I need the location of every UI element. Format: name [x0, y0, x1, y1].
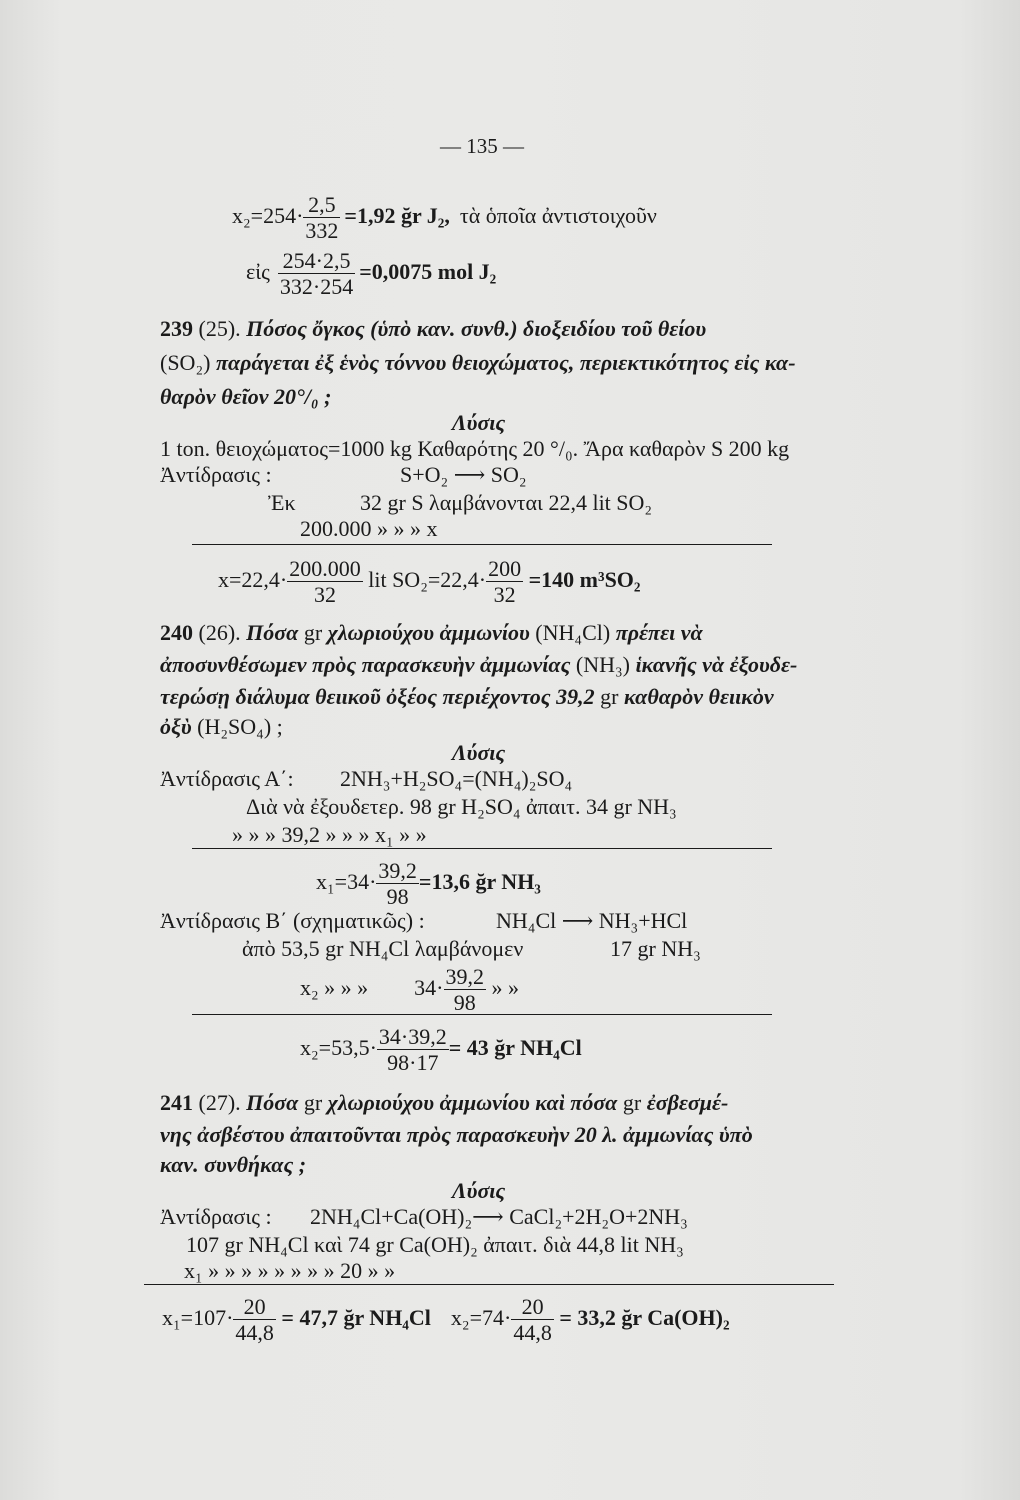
reaction-a-equation: 2NH₃+H₂SO₄=(NH₄)₂SO₄: [340, 766, 573, 791]
separator-rule: [144, 1284, 834, 1285]
problem-241-line2: νης ἀσβέστου ἀπαιτοῦνται πρὸς παρασκευὴν 20 λ. ἀμμωνίας ὑπὸ: [160, 1122, 753, 1147]
from-label: Ἐκ: [268, 490, 296, 515]
calc-x2: x₂=254· $\frac{2,5}{332}$ =1,92 ğr J₂, τὰ ὁποῖα ἀντιστοιχοῦν: [232, 192, 657, 244]
result-x1: x₁=34· $\frac{39,2}{98}$ =13,6 ğr NH₃: [316, 858, 541, 910]
from-b-amount: 17 gr NH₃: [610, 936, 701, 961]
problem-240-line1: 240 (26). Πόσα gr χλωριούχου ἀμμωνίου (NH₄Cl) πρέπει νὰ: [160, 620, 703, 645]
solution-title: Λύσις: [452, 1178, 506, 1203]
problem-240-line3: τερώσῃ διάλυμα θειικοῦ ὀξέος περιέχοντος 39,2 gr καθαρὸν θειικὸν: [160, 684, 774, 709]
fraction: $\frac{20}{44,8}$: [513, 1294, 552, 1346]
reaction-b-equation: NH₄Cl ⟶ NH₃+HCl: [496, 908, 688, 933]
separator-rule: [192, 544, 772, 545]
problem-239-line1: 239 (25). Πόσος ὄγκος (ὑπὸ καν. συνθ.) διοξειδίου τοῦ θείου: [160, 316, 707, 341]
fraction: $\frac{254\cdot 2,5}{332\cdot 254}$: [279, 248, 354, 300]
from-text: 32 gr S λαμβάνονται 22,4 lit SO₂: [360, 490, 653, 515]
fraction: $\frac{34\cdot 39,2}{98\cdot 17}$: [378, 1024, 447, 1076]
reaction-b-label: Ἀντίδρασις Β΄ (σχηματικῶς) :: [160, 908, 425, 933]
reaction-a-label: Ἀντίδρασις Α΄:: [160, 766, 294, 791]
reaction-label: Ἀντίδρασις :: [160, 462, 272, 487]
separator-rule: [192, 848, 772, 849]
fraction: $\frac{20}{44,8}$: [235, 1294, 274, 1346]
solution-title: Λύσις: [452, 410, 506, 435]
proportion-b-line: x₂ » » » 34· $\frac{39,2}{98}$ » »: [300, 964, 519, 1016]
separator-rule: [192, 1014, 772, 1015]
problem-240-line2: ἀποσυνθέσωμεν πρὸς παρασκευὴν ἀμμωνίας (NH₃) ἱκανῆς νὰ ἐξουδε-: [160, 652, 798, 677]
problem-239-line2: (SO₂) παράγεται ἐξ ἑνὸς τόννου θειοχώματος, περιεκτικότητος εἰς κα-: [160, 350, 796, 375]
from-b-text: ἀπὸ 53,5 gr NH₄Cl λαμβάνομεν: [242, 936, 524, 961]
fraction: $\frac{2,5}{332}$: [305, 192, 339, 244]
proportion-line: x₁ » » » » » » » » 20 » »: [184, 1258, 396, 1283]
given-text: 1 ton. θειοχώματος=1000 kg Καθαρότης 20 °/₀. Ἄρα καθαρὸν S 200 kg: [160, 436, 790, 461]
requirement-line: 107 gr NH₄Cl καὶ 74 gr Ca(OH)₂ ἀπαιτ. διὰ 44,8 lit NH₃: [186, 1232, 684, 1257]
fraction: $\frac{200}{32}$: [488, 556, 522, 608]
page-number: — 135 —: [440, 134, 524, 158]
result-239: x=22,4· $\frac{200.000}{32}$ lit SO₂=22,4· $\frac{200}{32}$ =140 m³SO₂: [218, 556, 641, 608]
neutralization-line: Διὰ νὰ ἐξουδετερ. 98 gr H₂SO₄ ἀπαιτ. 34 gr NH₃: [246, 794, 677, 819]
result-x2: x₂=53,5· $\frac{34\cdot 39,2}{98\cdot 17}$ = 43 ğr NH₄Cl: [300, 1024, 582, 1076]
solution-title: Λύσις: [452, 740, 506, 765]
reaction-label: Ἀντίδρασις :: [160, 1204, 272, 1229]
calc-mol: εἰς $\frac{254\cdot 2,5}{332\cdot 254}$ =0,0075 mol J₂: [246, 248, 497, 300]
problem-241-line1: 241 (27). Πόσα gr χλωριούχου ἀμμωνίου καὶ πόσα gr ἐσβεσμέ-: [160, 1090, 729, 1115]
problem-240-line4: ὀξὺ (H₂SO₄) ;: [160, 714, 283, 739]
fraction: $\frac{200.000}{32}$: [289, 556, 361, 608]
reaction-equation: 2NH₄Cl+Ca(OH)₂⟶ CaCl₂+2H₂O+2NH₃: [310, 1204, 688, 1229]
proportion-line: 200.000 » » » x: [300, 516, 438, 541]
fraction: $\frac{39,2}{98}$: [445, 964, 484, 1016]
reaction-equation: S+O₂ ⟶ SO₂: [400, 462, 527, 487]
fraction: $\frac{39,2}{98}$: [378, 858, 417, 910]
problem-241-line3: καν. συνθήκας ;: [160, 1152, 307, 1177]
proportion-a-line: » » » 39,2 » » » x₁ » »: [232, 822, 427, 847]
result-241: x₁=107· $\frac{20}{44,8}$ = 47,7 ğr NH₄Cl x₂=74· $\frac{20}{44,8}$ = 33,2 ğr Ca(OH)₂: [162, 1294, 730, 1346]
problem-239-line3: θαρὸν θεῖον 20°/₀ ;: [160, 384, 332, 409]
